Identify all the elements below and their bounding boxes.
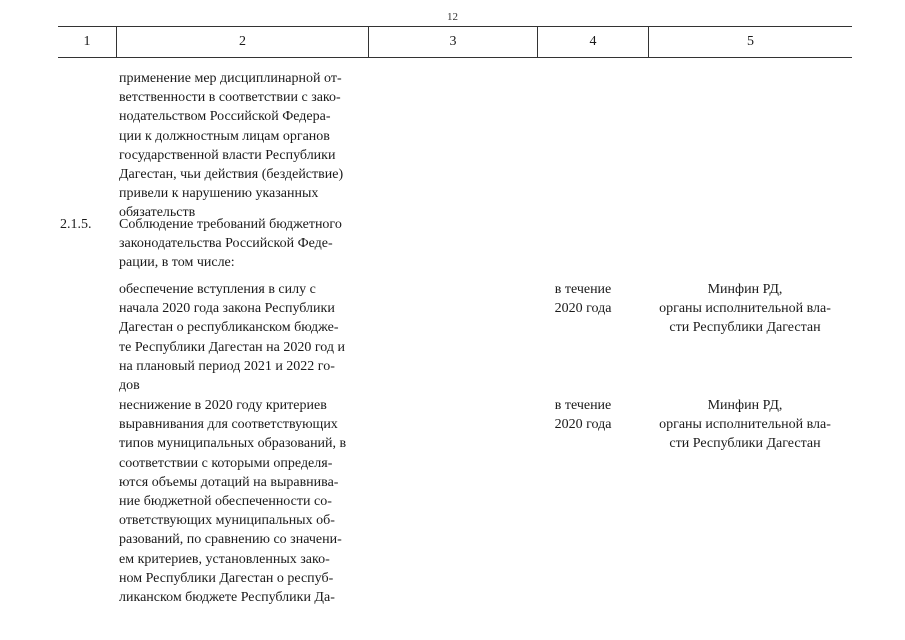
row-number: 2.1.5. xyxy=(60,217,92,232)
header-col-1: 1 xyxy=(83,34,91,49)
table-header xyxy=(58,26,852,58)
row-measure-text: обеспечение вступления в силу с начала 2020 года закона Республики Дагестан о республиканском бюдже- те Республики Дагестан на 2020 год и на плановый период 2021 и 2022 го- дов xyxy=(119,282,345,394)
header-col-4: 4 xyxy=(589,34,597,49)
header-col-5: 5 xyxy=(747,34,754,49)
row-measure-text: неснижение в 2020 году критериев выравнивания для соответствующих типов муниципальных образований, в соответствии с которыми определя- ются объемы дотаций на выравнива- ние бюджетной обеспеченности со- ответствующих муниципальных об- разований, по сравнению со значени- ем критериев, установленных зако- ном Республики Дагестан о респуб- ликанском бюджете Республики Да- xyxy=(119,398,347,606)
row-measure-text: применение мер дисциплинарной от- ветственности в соответствии с зако- нодательством Российской Федера- ции к должностным лицам органов государственной власти Республики Дагестан, чьи действия (бездействие) привели к нарушению указанных обязательств xyxy=(119,71,344,221)
row-measure-text: Соблюдение требований бюджетного законодательства Российской Феде- рации, в том числе: xyxy=(119,217,342,271)
header-col-3: 3 xyxy=(449,34,457,49)
row-responsible: Минфин РД, органы исполнительной вла- сти Республики Дагестан xyxy=(659,282,831,336)
header-col-2: 2 xyxy=(239,34,246,49)
row-deadline: в течение 2020 года xyxy=(554,282,612,317)
row-responsible: Минфин РД, органы исполнительной вла- сти Республики Дагестан xyxy=(659,398,831,452)
row-deadline: в течение 2020 года xyxy=(554,398,612,433)
page-number: 12 xyxy=(447,11,458,23)
